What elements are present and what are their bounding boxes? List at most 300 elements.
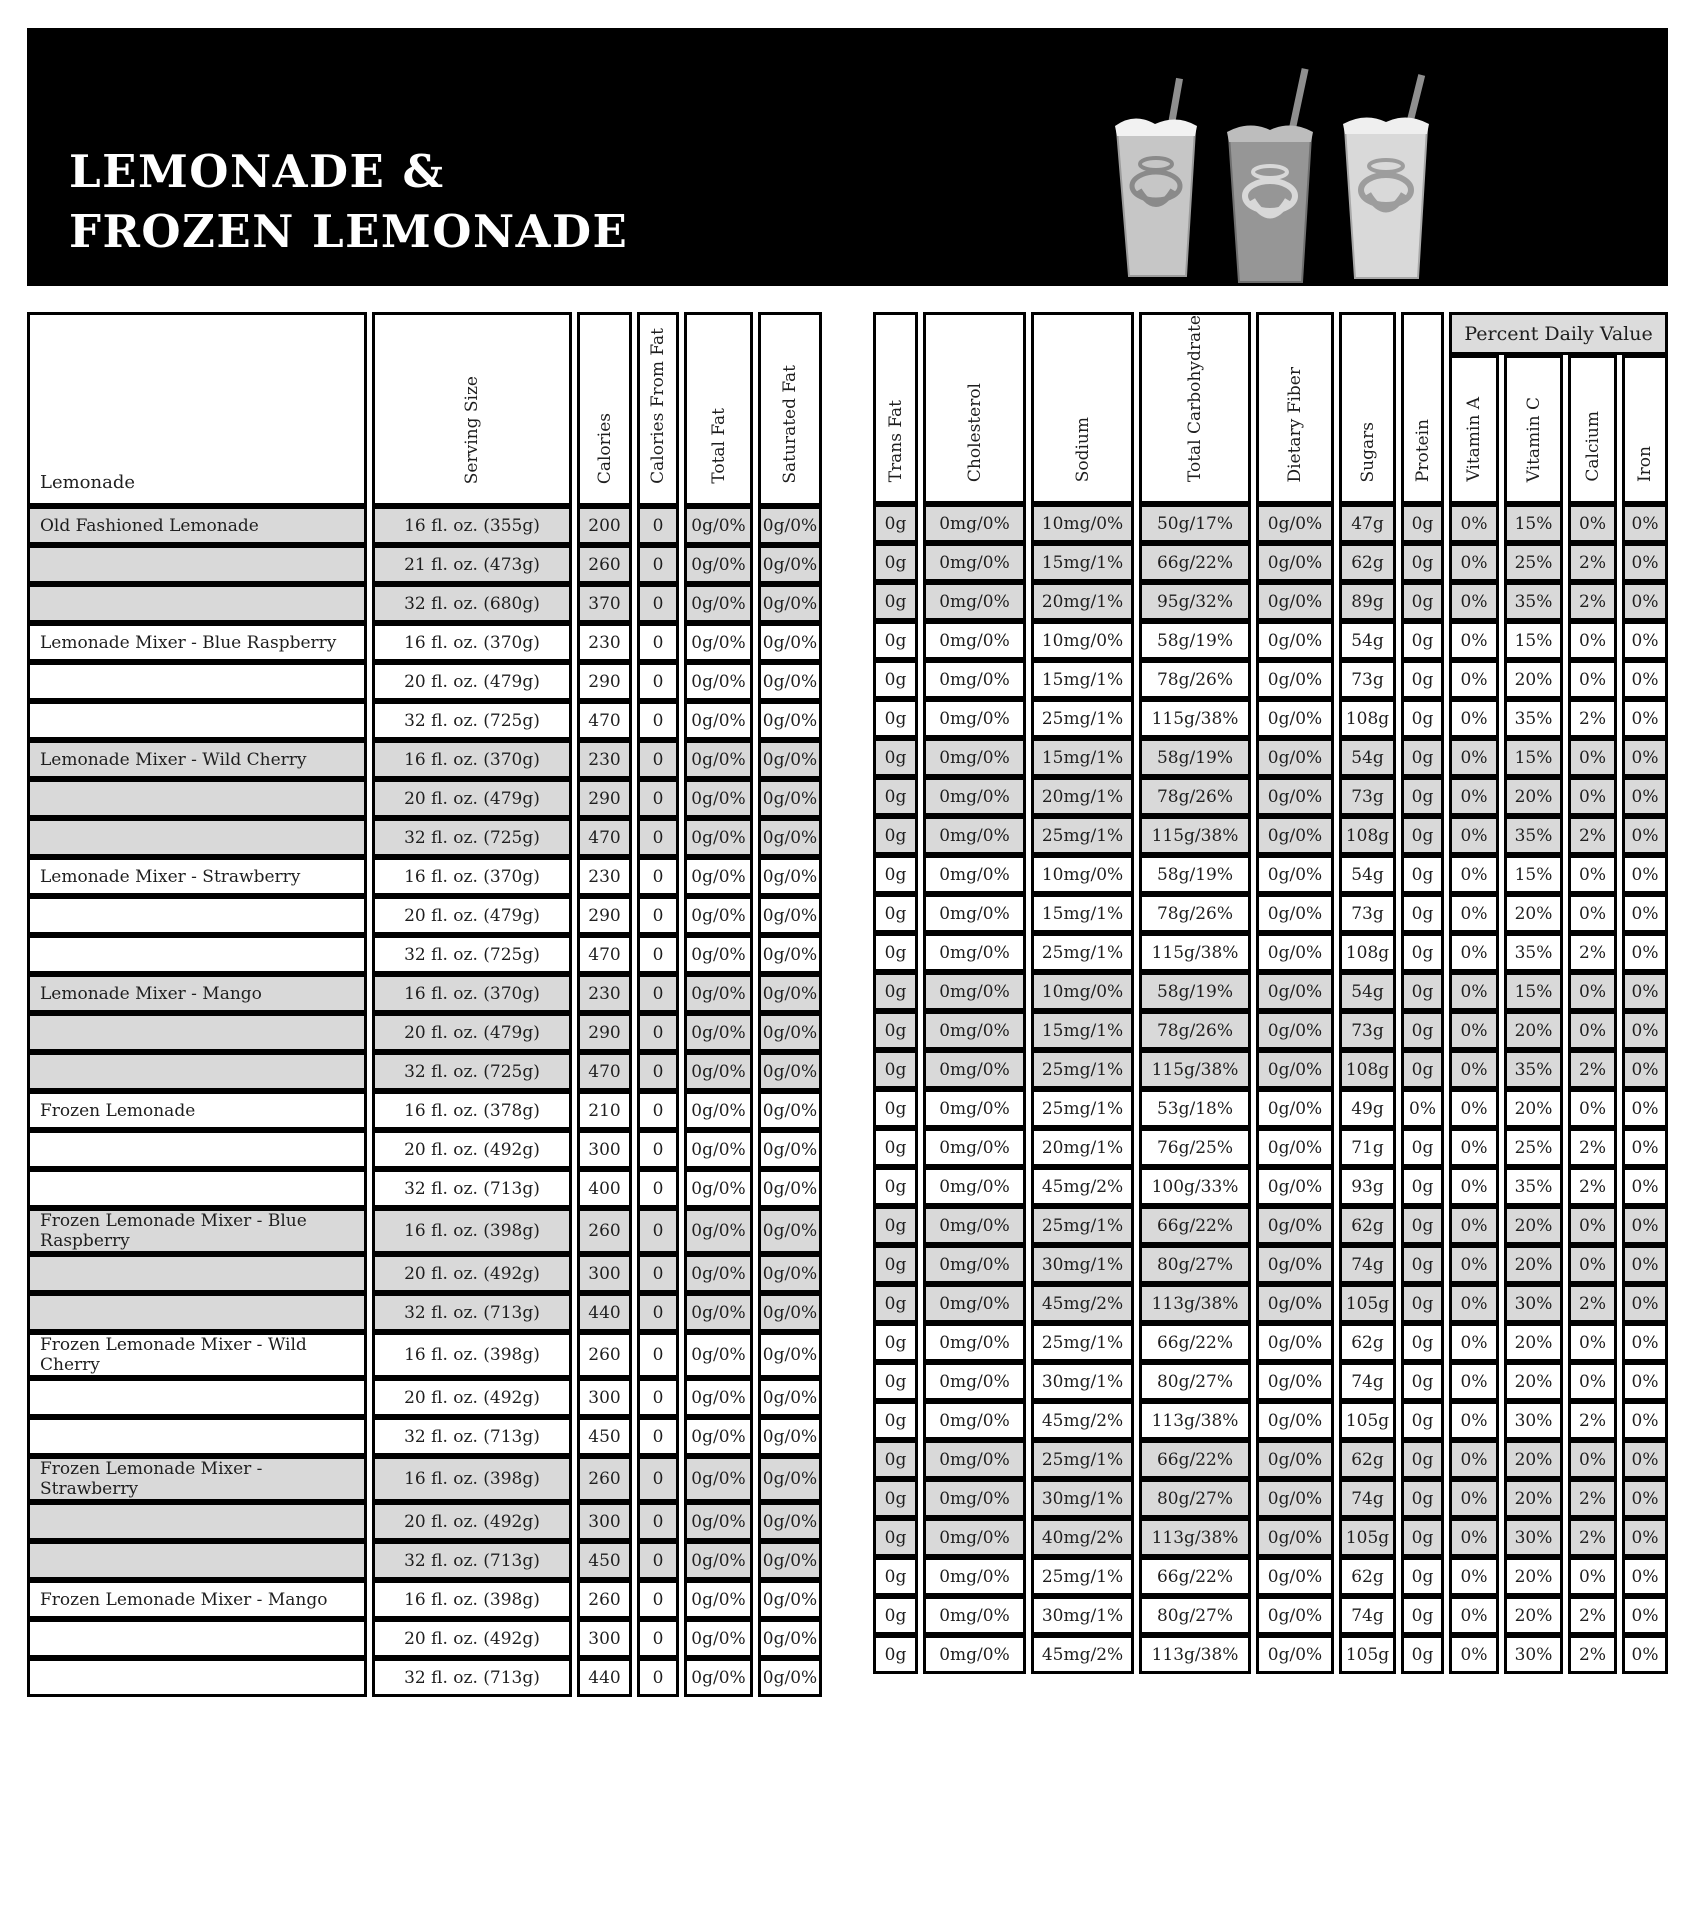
trans-fat-cell: 0g (873, 1206, 918, 1245)
sugars-cell: 73g (1339, 777, 1396, 816)
vitamin-c-cell: 20% (1504, 1557, 1563, 1596)
calories-cell: 300 (577, 1619, 632, 1658)
vitamin-a-cell: 0% (1449, 1635, 1499, 1674)
page-title-line2: FROZEN LEMONADE (69, 205, 629, 258)
calories-cell: 470 (577, 1052, 632, 1091)
dietary-fiber-header: Dietary Fiber (1256, 312, 1334, 504)
sodium-cell: 20mg/1% (1031, 582, 1134, 621)
total-fat-cell: 0g/0% (684, 1091, 753, 1130)
dietary-fiber-cell: 0g/0% (1256, 972, 1334, 1011)
vitamin-a-cell: 0% (1449, 1206, 1499, 1245)
calories-from-fat-cell: 0 (637, 1013, 679, 1052)
table-row (27, 506, 822, 545)
protein-cell: 0g (1401, 933, 1444, 972)
trans-fat-cell: 0g (873, 699, 918, 738)
cholesterol-cell: 0mg/0% (923, 621, 1026, 660)
table-row (27, 1091, 822, 1130)
protein-cell: 0g (1401, 504, 1444, 543)
serving-cell: 20 fl. oz. (479g) (372, 662, 572, 701)
total-carbohydrate-cell: 53g/18% (1139, 1089, 1251, 1128)
iron-cell: 0% (1622, 738, 1668, 777)
sodium-cell: 40mg/2% (1031, 1518, 1134, 1557)
table-row (873, 504, 1668, 543)
iron-cell: 0% (1622, 1167, 1668, 1206)
sodium-cell: 45mg/2% (1031, 1167, 1134, 1206)
calories-from-fat-cell: 0 (637, 1130, 679, 1169)
iron-cell: 0% (1622, 1323, 1668, 1362)
sugars-cell: 62g (1339, 1206, 1396, 1245)
total-fat-cell: 0g/0% (684, 1658, 753, 1697)
calcium-cell: 2% (1568, 543, 1617, 582)
vitamin-c-cell: 30% (1504, 1401, 1563, 1440)
cholesterol-cell: 0mg/0% (923, 777, 1026, 816)
total-carbohydrate-cell: 58g/19% (1139, 738, 1251, 777)
calories-from-fat-cell: 0 (637, 1332, 679, 1378)
sodium-cell: 25mg/1% (1031, 933, 1134, 972)
table-row (873, 1245, 1668, 1284)
saturated-fat-cell: 0g/0% (758, 623, 822, 662)
total-carbohydrate-cell: 76g/25% (1139, 1128, 1251, 1167)
vitamin-c-cell: 25% (1504, 543, 1563, 582)
saturated-fat-header: Saturated Fat (758, 312, 822, 506)
total-fat-cell: 0g/0% (684, 1052, 753, 1091)
iron-cell: 0% (1622, 1557, 1668, 1596)
calcium-cell: 0% (1568, 1440, 1617, 1479)
iron-cell: 0% (1622, 933, 1668, 972)
name-cell (27, 1130, 367, 1169)
sugars-cell: 62g (1339, 1557, 1396, 1596)
table-row (873, 621, 1668, 660)
calcium-cell: 0% (1568, 1245, 1617, 1284)
total-carbohydrate-cell: 78g/26% (1139, 1011, 1251, 1050)
sugars-cell: 105g (1339, 1518, 1396, 1557)
total-carbohydrate-cell: 78g/26% (1139, 777, 1251, 816)
vitamin-a-cell: 0% (1449, 1479, 1499, 1518)
saturated-fat-cell: 0g/0% (758, 1619, 822, 1658)
table-row (873, 1323, 1668, 1362)
protein-cell: 0g (1401, 543, 1444, 582)
table-row (27, 1169, 822, 1208)
dietary-fiber-cell: 0g/0% (1256, 1323, 1334, 1362)
sugars-cell: 108g (1339, 816, 1396, 855)
trans-fat-cell: 0g (873, 1635, 918, 1674)
calories-from-fat-cell: 0 (637, 1580, 679, 1619)
calories-cell: 440 (577, 1293, 632, 1332)
table-row (873, 1011, 1668, 1050)
calories-cell: 300 (577, 1254, 632, 1293)
total-carbohydrate-cell: 115g/38% (1139, 699, 1251, 738)
cholesterol-cell: 0mg/0% (923, 1167, 1026, 1206)
serving-cell: 32 fl. oz. (713g) (372, 1169, 572, 1208)
protein-cell: 0g (1401, 660, 1444, 699)
trans-fat-cell: 0g (873, 855, 918, 894)
total-carbohydrate-cell: 50g/17% (1139, 504, 1251, 543)
iron-cell: 0% (1622, 543, 1668, 582)
protein-cell: 0g (1401, 816, 1444, 855)
iron-cell: 0% (1622, 1284, 1668, 1323)
page-banner (27, 28, 1668, 286)
trans-fat-cell: 0g (873, 1128, 918, 1167)
sugars-cell: 108g (1339, 699, 1396, 738)
serving-cell: 32 fl. oz. (713g) (372, 1293, 572, 1332)
sodium-cell: 30mg/1% (1031, 1479, 1134, 1518)
calories-cell: 210 (577, 1091, 632, 1130)
calories-from-fat-cell: 0 (637, 896, 679, 935)
serving-cell: 20 fl. oz. (479g) (372, 779, 572, 818)
cholesterol-cell: 0mg/0% (923, 933, 1026, 972)
iron-cell: 0% (1622, 1479, 1668, 1518)
name-cell: Frozen Lemonade Mixer - Strawberry (27, 1456, 367, 1502)
sodium-cell: 10mg/0% (1031, 972, 1134, 1011)
name-cell: Lemonade Mixer - Blue Raspberry (27, 623, 367, 662)
dietary-fiber-cell: 0g/0% (1256, 543, 1334, 582)
calcium-cell: 2% (1568, 1596, 1617, 1635)
table-row (27, 701, 822, 740)
name-cell: Lemonade Mixer - Strawberry (27, 857, 367, 896)
calcium-cell: 0% (1568, 504, 1617, 543)
cup-right-icon (1343, 74, 1429, 278)
calories-from-fat-cell: 0 (637, 662, 679, 701)
trans-fat-cell: 0g (873, 1362, 918, 1401)
sodium-cell: 25mg/1% (1031, 699, 1134, 738)
vitamin-a-cell: 0% (1449, 1089, 1499, 1128)
total-fat-cell: 0g/0% (684, 1417, 753, 1456)
total-fat-cell: 0g/0% (684, 779, 753, 818)
total-fat-cell: 0g/0% (684, 1502, 753, 1541)
cholesterol-cell: 0mg/0% (923, 1284, 1026, 1323)
calcium-cell: 2% (1568, 1128, 1617, 1167)
trans-fat-cell: 0g (873, 738, 918, 777)
serving-cell: 20 fl. oz. (492g) (372, 1130, 572, 1169)
name-cell (27, 935, 367, 974)
cholesterol-cell: 0mg/0% (923, 738, 1026, 777)
dietary-fiber-cell: 0g/0% (1256, 504, 1334, 543)
vitamin-c-cell: 35% (1504, 816, 1563, 855)
calcium-cell: 2% (1568, 1479, 1617, 1518)
total-fat-cell: 0g/0% (684, 935, 753, 974)
protein-cell: 0g (1401, 1323, 1444, 1362)
serving-cell: 16 fl. oz. (370g) (372, 974, 572, 1013)
dietary-fiber-cell: 0g/0% (1256, 738, 1334, 777)
sugars-cell: 74g (1339, 1362, 1396, 1401)
name-cell: Frozen Lemonade (27, 1091, 367, 1130)
calories-cell: 470 (577, 701, 632, 740)
table-row (27, 1208, 822, 1254)
dietary-fiber-cell: 0g/0% (1256, 777, 1334, 816)
vitamin-c-cell: 20% (1504, 1596, 1563, 1635)
vitamin-c-cell: 20% (1504, 1440, 1563, 1479)
vitamin-c-cell: 20% (1504, 894, 1563, 933)
vitamin-c-cell: 20% (1504, 660, 1563, 699)
cholesterol-cell: 0mg/0% (923, 1440, 1026, 1479)
protein-cell: 0g (1401, 1635, 1444, 1674)
vitamin-a-cell: 0% (1449, 1596, 1499, 1635)
table-row (27, 1658, 822, 1697)
cholesterol-cell: 0mg/0% (923, 504, 1026, 543)
name-cell (27, 1052, 367, 1091)
table-row (27, 1378, 822, 1417)
lemonade-fat-table (22, 312, 827, 1697)
serving-cell: 32 fl. oz. (713g) (372, 1417, 572, 1456)
cholesterol-cell: 0mg/0% (923, 816, 1026, 855)
total-carbohydrate-cell: 66g/22% (1139, 1206, 1251, 1245)
saturated-fat-cell: 0g/0% (758, 1580, 822, 1619)
name-cell (27, 662, 367, 701)
table-row (873, 1206, 1668, 1245)
cholesterol-cell: 0mg/0% (923, 1206, 1026, 1245)
trans-fat-cell: 0g (873, 1479, 918, 1518)
calories-from-fat-header: Calories From Fat (637, 312, 679, 506)
table-row (27, 1580, 822, 1619)
calcium-cell: 0% (1568, 660, 1617, 699)
vitamin-c-cell: 20% (1504, 1479, 1563, 1518)
calories-cell: 450 (577, 1541, 632, 1580)
serving-size-header: Serving Size (372, 312, 572, 506)
sodium-cell: 15mg/1% (1031, 660, 1134, 699)
calories-from-fat-cell: 0 (637, 740, 679, 779)
percent-daily-value-header: Percent Daily Value (1449, 312, 1668, 355)
sugars-cell: 54g (1339, 855, 1396, 894)
saturated-fat-cell: 0g/0% (758, 1052, 822, 1091)
total-fat-cell: 0g/0% (684, 584, 753, 623)
name-cell (27, 1378, 367, 1417)
vitamin-c-cell: 30% (1504, 1284, 1563, 1323)
cholesterol-cell: 0mg/0% (923, 1323, 1026, 1362)
sugars-cell: 105g (1339, 1635, 1396, 1674)
calories-cell: 200 (577, 506, 632, 545)
sugars-cell: 47g (1339, 504, 1396, 543)
serving-cell: 32 fl. oz. (725g) (372, 935, 572, 974)
total-fat-cell: 0g/0% (684, 506, 753, 545)
protein-cell: 0% (1401, 1089, 1444, 1128)
calories-from-fat-cell: 0 (637, 1541, 679, 1580)
total-carbohydrate-cell: 113g/38% (1139, 1401, 1251, 1440)
dietary-fiber-cell: 0g/0% (1256, 1011, 1334, 1050)
saturated-fat-cell: 0g/0% (758, 584, 822, 623)
sugars-cell: 105g (1339, 1401, 1396, 1440)
dietary-fiber-cell: 0g/0% (1256, 582, 1334, 621)
total-carbohydrate-cell: 66g/22% (1139, 543, 1251, 582)
trans-fat-cell: 0g (873, 972, 918, 1011)
dietary-fiber-cell: 0g/0% (1256, 1284, 1334, 1323)
dietary-fiber-cell: 0g/0% (1256, 1050, 1334, 1089)
total-carbohydrate-cell: 80g/27% (1139, 1596, 1251, 1635)
vitamin-c-header: Vitamin C (1504, 355, 1563, 504)
sugars-cell: 73g (1339, 894, 1396, 933)
serving-cell: 16 fl. oz. (370g) (372, 857, 572, 896)
name-cell (27, 545, 367, 584)
trans-fat-cell: 0g (873, 1050, 918, 1089)
dietary-fiber-cell: 0g/0% (1256, 621, 1334, 660)
dietary-fiber-cell: 0g/0% (1256, 1479, 1334, 1518)
table-row (27, 974, 822, 1013)
iron-cell: 0% (1622, 699, 1668, 738)
vitamin-a-cell: 0% (1449, 1050, 1499, 1089)
trans-fat-cell: 0g (873, 816, 918, 855)
total-carbohydrate-cell: 115g/38% (1139, 933, 1251, 972)
calcium-cell: 0% (1568, 1323, 1617, 1362)
iron-cell: 0% (1622, 504, 1668, 543)
sugars-cell: 74g (1339, 1245, 1396, 1284)
protein-cell: 0g (1401, 1050, 1444, 1089)
table-row (27, 1619, 822, 1658)
total-fat-cell: 0g/0% (684, 1541, 753, 1580)
vitamin-a-cell: 0% (1449, 1440, 1499, 1479)
table-row (27, 779, 822, 818)
calories-from-fat-cell: 0 (637, 1502, 679, 1541)
vitamin-a-cell: 0% (1449, 1362, 1499, 1401)
serving-cell: 16 fl. oz. (355g) (372, 506, 572, 545)
table-row (873, 1167, 1668, 1206)
calcium-cell: 0% (1568, 777, 1617, 816)
trans-fat-cell: 0g (873, 1440, 918, 1479)
name-cell (27, 1502, 367, 1541)
sodium-cell: 20mg/1% (1031, 777, 1134, 816)
calories-cell: 260 (577, 1332, 632, 1378)
sodium-cell: 20mg/1% (1031, 1128, 1134, 1167)
calcium-cell: 0% (1568, 855, 1617, 894)
serving-cell: 20 fl. oz. (492g) (372, 1254, 572, 1293)
table-row (27, 740, 822, 779)
table-row (27, 1541, 822, 1580)
iron-cell: 0% (1622, 1011, 1668, 1050)
total-carbohydrate-cell: 80g/27% (1139, 1362, 1251, 1401)
vitamin-c-cell: 25% (1504, 1128, 1563, 1167)
calcium-cell: 0% (1568, 1089, 1617, 1128)
total-fat-cell: 0g/0% (684, 545, 753, 584)
iron-cell: 0% (1622, 1635, 1668, 1674)
sugars-cell: 74g (1339, 1596, 1396, 1635)
serving-cell: 20 fl. oz. (492g) (372, 1502, 572, 1541)
iron-cell: 0% (1622, 582, 1668, 621)
calories-cell: 260 (577, 545, 632, 584)
sodium-cell: 25mg/1% (1031, 1206, 1134, 1245)
dietary-fiber-cell: 0g/0% (1256, 894, 1334, 933)
calcium-cell: 0% (1568, 894, 1617, 933)
serving-cell: 32 fl. oz. (680g) (372, 584, 572, 623)
trans-fat-cell: 0g (873, 621, 918, 660)
table-row (873, 1050, 1668, 1089)
total-fat-cell: 0g/0% (684, 1130, 753, 1169)
page-title-line1: LEMONADE & (69, 145, 445, 198)
vitamin-c-cell: 35% (1504, 933, 1563, 972)
calcium-cell: 2% (1568, 1635, 1617, 1674)
trans-fat-cell: 0g (873, 777, 918, 816)
saturated-fat-cell: 0g/0% (758, 506, 822, 545)
calories-from-fat-cell: 0 (637, 779, 679, 818)
total-fat-header: Total Fat (684, 312, 753, 506)
protein-cell: 0g (1401, 1206, 1444, 1245)
calories-cell: 290 (577, 662, 632, 701)
dietary-fiber-cell: 0g/0% (1256, 1362, 1334, 1401)
trans-fat-cell: 0g (873, 1284, 918, 1323)
saturated-fat-cell: 0g/0% (758, 1378, 822, 1417)
trans-fat-cell: 0g (873, 1011, 918, 1050)
sodium-cell: 30mg/1% (1031, 1362, 1134, 1401)
calories-cell: 400 (577, 1169, 632, 1208)
serving-cell: 16 fl. oz. (370g) (372, 623, 572, 662)
protein-cell: 0g (1401, 1440, 1444, 1479)
table-row (873, 699, 1668, 738)
trans-fat-cell: 0g (873, 894, 918, 933)
dietary-fiber-cell: 0g/0% (1256, 660, 1334, 699)
sodium-cell: 15mg/1% (1031, 894, 1134, 933)
calories-from-fat-cell: 0 (637, 1208, 679, 1254)
total-fat-cell: 0g/0% (684, 1208, 753, 1254)
calories-from-fat-cell: 0 (637, 701, 679, 740)
protein-cell: 0g (1401, 1401, 1444, 1440)
calories-cell: 370 (577, 584, 632, 623)
calories-cell: 230 (577, 623, 632, 662)
vitamin-a-cell: 0% (1449, 972, 1499, 1011)
saturated-fat-cell: 0g/0% (758, 1502, 822, 1541)
calcium-cell: 2% (1568, 1518, 1617, 1557)
total-fat-cell: 0g/0% (684, 1254, 753, 1293)
iron-header: Iron (1622, 355, 1668, 504)
vitamin-c-cell: 30% (1504, 1518, 1563, 1557)
calcium-cell: 2% (1568, 1050, 1617, 1089)
dietary-fiber-cell: 0g/0% (1256, 1089, 1334, 1128)
saturated-fat-cell: 0g/0% (758, 662, 822, 701)
calories-cell: 230 (577, 857, 632, 896)
sodium-cell: 25mg/1% (1031, 1050, 1134, 1089)
cholesterol-cell: 0mg/0% (923, 1128, 1026, 1167)
protein-cell: 0g (1401, 1011, 1444, 1050)
trans-fat-cell: 0g (873, 543, 918, 582)
sugars-cell: 73g (1339, 660, 1396, 699)
saturated-fat-cell: 0g/0% (758, 1658, 822, 1697)
calories-from-fat-cell: 0 (637, 1619, 679, 1658)
vitamin-a-cell: 0% (1449, 660, 1499, 699)
cup-left-icon (1115, 78, 1197, 276)
iron-cell: 0% (1622, 1206, 1668, 1245)
iron-cell: 0% (1622, 855, 1668, 894)
calories-from-fat-cell: 0 (637, 974, 679, 1013)
sodium-cell: 15mg/1% (1031, 543, 1134, 582)
protein-cell: 0g (1401, 972, 1444, 1011)
protein-cell: 0g (1401, 738, 1444, 777)
table-row (873, 1518, 1668, 1557)
vitamin-c-cell: 20% (1504, 1011, 1563, 1050)
sodium-header: Sodium (1031, 312, 1134, 504)
dietary-fiber-cell: 0g/0% (1256, 1635, 1334, 1674)
table-row (27, 584, 822, 623)
total-carbohydrate-cell: 80g/27% (1139, 1245, 1251, 1284)
sugars-cell: 105g (1339, 1284, 1396, 1323)
table-row (873, 933, 1668, 972)
cholesterol-cell: 0mg/0% (923, 894, 1026, 933)
name-cell (27, 1541, 367, 1580)
total-fat-cell: 0g/0% (684, 701, 753, 740)
table-row (873, 894, 1668, 933)
serving-cell: 16 fl. oz. (398g) (372, 1332, 572, 1378)
total-carbohydrate-cell: 115g/38% (1139, 816, 1251, 855)
total-carbohydrate-cell: 95g/32% (1139, 582, 1251, 621)
left-table-body (27, 506, 822, 1697)
cholesterol-cell: 0mg/0% (923, 1089, 1026, 1128)
name-cell (27, 701, 367, 740)
sugars-cell: 108g (1339, 1050, 1396, 1089)
table-row (27, 1130, 822, 1169)
trans-fat-cell: 0g (873, 1089, 918, 1128)
vitamin-a-header: Vitamin A (1449, 355, 1499, 504)
vitamin-a-cell: 0% (1449, 504, 1499, 543)
calories-from-fat-cell: 0 (637, 584, 679, 623)
saturated-fat-cell: 0g/0% (758, 701, 822, 740)
total-fat-cell: 0g/0% (684, 1619, 753, 1658)
vitamin-a-cell: 0% (1449, 1128, 1499, 1167)
vitamin-c-cell: 15% (1504, 621, 1563, 660)
